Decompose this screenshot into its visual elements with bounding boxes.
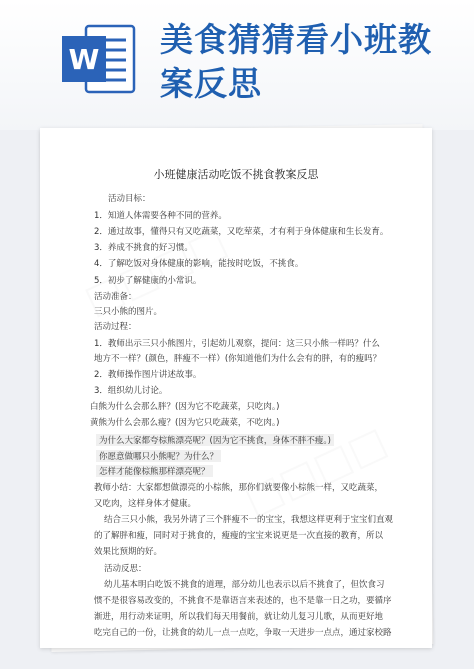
document-line: 吃完自己的一份，让挑食的幼儿一点一点吃，争取一天进步一点点，通过家校路 xyxy=(94,628,392,638)
document-line: 3．养成不挑食的好习惯。 xyxy=(94,243,193,253)
svg-text:W: W xyxy=(68,43,100,76)
document-line: 教师小结：大家都想做漂亮的小棕熊，那你们就要像小棕熊一样，又吃蔬菜， xyxy=(94,483,384,493)
document-line: 活动反思： xyxy=(104,564,147,574)
document-title: 小班健康活动吃饭不挑食教案反思 xyxy=(153,168,319,181)
document-line: 2．教师操作图片讲述故事。 xyxy=(94,370,202,380)
document-line: 你愿意做哪只小熊呢？为什么？ xyxy=(96,450,221,462)
document-line: 怎样才能像棕熊那样漂亮呢？ xyxy=(96,465,213,477)
document-line: 黄熊为什么会那么瘦？(因为它只吃蔬菜，不吃肉。) xyxy=(90,418,280,428)
document-line: 结合三只小熊，我另外请了三个胖瘦不一的宝宝，我想这样更利于宝宝们直观 xyxy=(104,515,394,525)
document-line: 的了解胖和瘦，同时对于挑食的，瘦瘦的宝宝来说更是一次直接的教育，所以 xyxy=(94,531,384,541)
document-line: 5．初步了解健康的小常识。 xyxy=(94,276,202,286)
document-line: 三只小熊的图片。 xyxy=(94,307,163,317)
document-line: 活动准备： xyxy=(94,292,137,302)
document-line: 活动过程： xyxy=(94,322,137,332)
document-line: 白熊为什么会那么胖？(因为它不吃蔬菜，只吃肉。) xyxy=(90,402,280,412)
document-line: 1．教师出示三只小熊图片，引起幼儿观察，提问：这三只小熊一样吗？什么 xyxy=(94,339,380,349)
document-line: 1．知道人体需要各种不同的营养。 xyxy=(94,211,227,221)
document-line: 效果比预期的好。 xyxy=(94,547,163,557)
document-line: 2．通过故事，懂得只有又吃蔬菜，又吃荤菜，才有利于身体健康和生长发育。 xyxy=(94,227,389,237)
banner xyxy=(0,0,474,130)
document-line: 又吃肉，这样身体才健康。 xyxy=(94,499,197,509)
banner-title-line2: 案反思 xyxy=(160,64,262,103)
document-line: 3．组织幼儿讨论。 xyxy=(94,386,168,396)
document-line: 渐进，用行动来证明，所以我们每天用餐前，就让幼儿复习儿歌，从而更好地 xyxy=(94,612,384,622)
document-line: 幼儿基本明白吃饭不挑食的道理，部分幼儿也表示以后不挑食了，但饮食习 xyxy=(104,580,385,590)
document-line: 活动目标： xyxy=(108,194,151,204)
word-document-icon xyxy=(60,22,138,98)
banner-title-line1: 美食猜猜看小班教 xyxy=(160,20,432,59)
banner-title xyxy=(160,18,460,106)
document-line: 4．了解吃饭对身体健康的影响，能按时吃饭，不挑食。 xyxy=(94,259,304,269)
document-line: 为什么大家都夸棕熊漂亮呢？(因为它不挑食，身体不胖不瘦。) xyxy=(96,434,334,446)
document-page xyxy=(40,128,432,648)
document-line: 地方不一样？(颜色，胖瘦不一样）(你知道他们为什么会有的胖，有的瘦吗？ xyxy=(94,354,382,364)
document-line: 惯不是很容易改变的，不挑食不是靠语言来表述的，也不是靠一日之功，要循序 xyxy=(94,596,392,606)
